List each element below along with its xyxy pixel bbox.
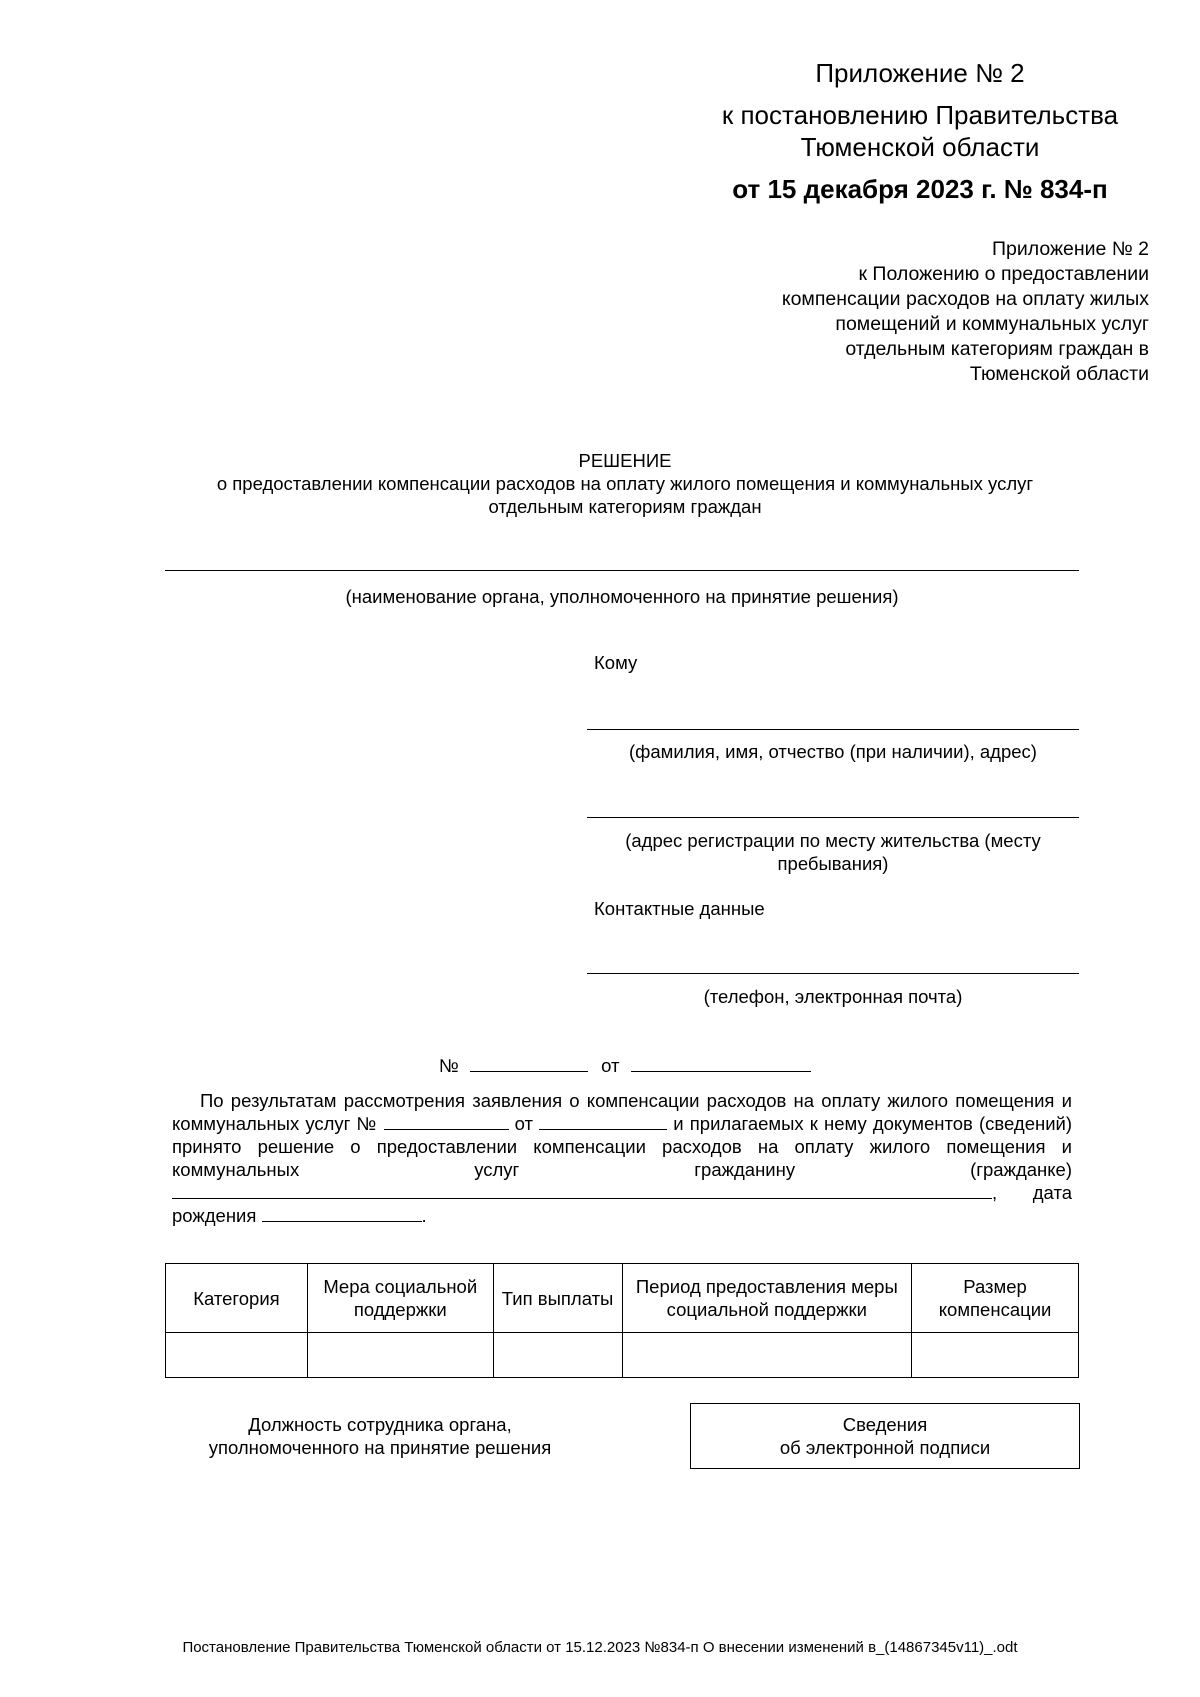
recipient-to-label: Кому (594, 652, 638, 673)
application-number-blank (384, 1112, 509, 1130)
regulation-appendix-line: компенсации расходов на оплату жилых (781, 288, 1149, 310)
appendix-to-resolution: к постановлению Правительства (721, 100, 1119, 130)
table-cell (622, 1333, 912, 1378)
official-position (170, 1413, 590, 1459)
regulation-appendix (660, 237, 1149, 387)
table-cell (493, 1333, 622, 1378)
appendix-title: Приложение № 2 (815, 58, 1025, 88)
citizen-name-blank (172, 1181, 992, 1199)
body-text: . (421, 1205, 427, 1226)
col-header-category: Категория (166, 1264, 308, 1333)
document-footer: Постановление Правительства Тюменской области от 15.12.2023 №834-п О внесении изменений в_(14867345v11)_.odt (182, 1639, 1018, 1656)
birth-date-blank (262, 1204, 422, 1222)
official-position-line: уполномоченного на принятие решения (208, 1437, 552, 1458)
decision-number-label: № (439, 1055, 459, 1076)
application-date-blank (539, 1112, 667, 1130)
col-header-support-measure: Мера социальной поддержки (307, 1264, 493, 1333)
table-row (166, 1333, 1079, 1378)
registration-caption (587, 829, 1079, 875)
registration-caption-line: пребывания) (777, 853, 889, 874)
regulation-appendix-line: к Положению о предоставлении (858, 263, 1149, 285)
decision-body (172, 1089, 1072, 1227)
body-text: По результатам рассмотрения заявления о компенсации расходов на оплату жилого помещения и коммунальных услуг № (172, 1090, 1072, 1134)
regulation-appendix-line: Приложение № 2 (992, 238, 1149, 260)
recipient-name-underline (587, 729, 1079, 730)
title-line: отдельным категориям граждан (488, 496, 762, 517)
resolution-date-number: от 15 декабря 2023 г. № 834-п (732, 174, 1108, 204)
appendix-region: Тюменской области (800, 132, 1040, 162)
esign-line: Сведения (842, 1414, 928, 1435)
document-title (100, 449, 1150, 518)
table-header-row (166, 1264, 1079, 1333)
table-cell (307, 1333, 493, 1378)
body-text: и прилагаемых к нему документов (сведений) принято решение о предоставлении компенсации расходов на оплату жилого помещения и коммунальных услуг гражданину (гражданке) (172, 1113, 1073, 1180)
col-header-payment-type: Тип выплаты (493, 1264, 622, 1333)
contacts-underline (587, 973, 1079, 974)
col-header-period: Период предоставления меры социальной поддержки (622, 1264, 912, 1333)
authority-underline (165, 570, 1079, 571)
body-text: , дата рождения (172, 1182, 1072, 1226)
table-cell (166, 1333, 308, 1378)
registration-caption-line: (адрес регистрации по месту жительства (месту (625, 830, 1041, 851)
recipient-name-caption: (фамилия, имя, отчество (при наличии), адрес) (629, 741, 1037, 762)
regulation-appendix-line: помещений и коммунальных услуг (835, 313, 1149, 335)
decision-date-label: от (601, 1055, 620, 1076)
official-position-line: Должность сотрудника органа, (248, 1414, 512, 1435)
contacts-caption: (телефон, электронная почта) (703, 986, 963, 1007)
authority-caption: (наименование органа, уполномоченного на принятие решения) (345, 586, 899, 607)
title-line: о предоставлении компенсации расходов на оплату жилого помещения и коммунальных услуг (216, 473, 1034, 494)
decision-number-blank (470, 1054, 588, 1072)
esign-line: об электронной подписи (779, 1437, 991, 1458)
body-text: от (514, 1113, 534, 1134)
compensation-table (165, 1263, 1079, 1378)
decision-date-blank (631, 1054, 811, 1072)
decision-number-line (439, 1054, 839, 1077)
electronic-signature-box (690, 1403, 1080, 1469)
registration-underline (587, 817, 1079, 818)
regulation-appendix-line: Тюменской области (969, 363, 1149, 385)
contacts-label: Контактные данные (594, 898, 765, 919)
title-heading: РЕШЕНИЕ (578, 450, 672, 471)
table-cell (912, 1333, 1079, 1378)
regulation-appendix-line: отдельным категориям граждан в (845, 338, 1149, 360)
col-header-amount: Размер компенсации (912, 1264, 1079, 1333)
